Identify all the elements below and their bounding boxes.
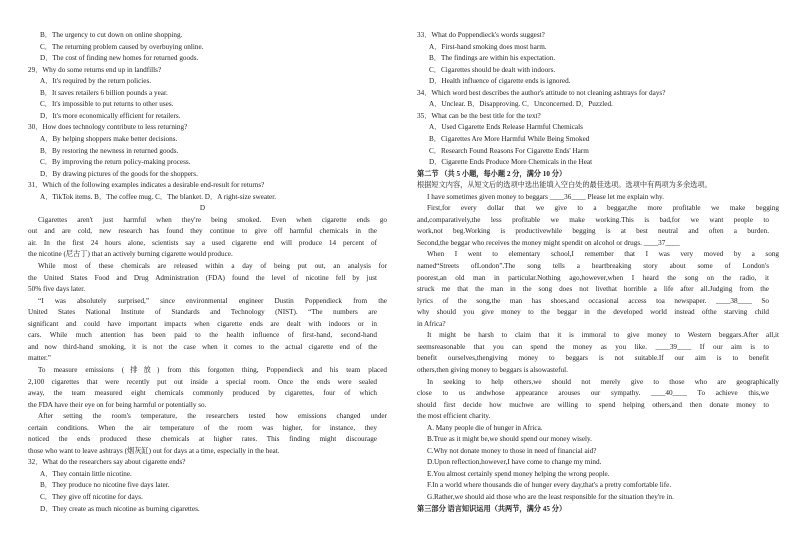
right-column-line: others,then giving money to beggars is alsowasteful. bbox=[417, 365, 568, 374]
left-column-line: D．They create as much nicotine as burning cigarettes. bbox=[40, 504, 200, 513]
left-column-line: and now third-hand smoking, it is not the case when it comes to the actual cigarette end of the bbox=[28, 342, 377, 351]
left-column-line: C．By improving the return policy-making process. bbox=[40, 158, 191, 167]
right-column-line: struck me that the man in the song does not livethat horrible a life after all.Judging from the bbox=[417, 285, 769, 294]
right-column-line: A．First-hand smoking does most harm. bbox=[429, 42, 547, 51]
right-column-line: A. Many people die of hunger in Africa. bbox=[427, 423, 543, 432]
left-column-line: certain conditions. When the air temperature of the room was higher, for instance, they bbox=[28, 423, 377, 432]
right-column-line: I have sometimes given money to beggars ____36____ Please let me explain why. bbox=[427, 192, 664, 201]
left-column-line: B．By restoring the newness in returned goods. bbox=[40, 146, 179, 155]
right-column-line: 35．What can be the best title for the text? bbox=[417, 111, 541, 120]
right-column-line: 第二节 （共 5 小题，每小题 2 分，满分 10 分） bbox=[417, 169, 567, 178]
right-column-line: and,comparatively,the less profitable we make working.This is bad,for we want people to bbox=[417, 215, 769, 224]
left-column-line: A．It's required by the return policies. bbox=[40, 77, 152, 86]
left-column-line: 29．Why do some returns end up in landfills? bbox=[28, 65, 162, 74]
left-column-line: C．They give off nicotine for days. bbox=[40, 493, 143, 501]
left-column-line: After setting the room's temperature, the researchers tested how emissions changed under bbox=[38, 412, 387, 421]
left-column-line: Cigarettes aren't just harmful when they're being smoked. Even when cigarette ends go bbox=[38, 215, 387, 224]
left-column-line: air. In the first 24 hours alone, scientists say a used cigarette end will produce 14 percent of bbox=[28, 238, 377, 247]
left-column-line: D．By drawing pictures of the goods for the shoppers. bbox=[40, 169, 198, 178]
left-column-line: noticed the ends produced these chemicals at higher rates. This finding might discourage bbox=[28, 435, 377, 444]
left-column-line: matter.” bbox=[28, 354, 51, 363]
right-column-line: A．Used Cigarette Ends Release Harmful Chemicals bbox=[429, 123, 583, 132]
left-column-line: 31．Which of the following examples indicates a desirable end-result for returns? bbox=[28, 181, 265, 190]
left-column-line: the nicotine (尼古丁) that an actively burning cigarette would produce. bbox=[28, 250, 233, 259]
left-column-line: A．By helping shoppers make better decisions. bbox=[40, 134, 178, 143]
right-column-line: E.You almost certainly spend money helping the wrong people. bbox=[427, 469, 610, 478]
right-column-line: C．Cigarettes should be dealt with indoors. bbox=[429, 65, 556, 74]
left-column-line: D bbox=[199, 204, 206, 213]
right-column-line: Second,the beggar who receives the money might spendit on alcohol or drugs. ____37____ bbox=[417, 238, 680, 247]
right-column-line: B．Cigarettes Are More Harmful While Being Smoked bbox=[429, 134, 590, 143]
right-column-line: G.Rather,we should aid those who are the least responsible for the situation they're in. bbox=[427, 493, 674, 501]
left-column-line: B．The urgency to cut down on online shopping. bbox=[40, 31, 183, 39]
right-column-line: In seeking to help others,we should not merely give to those who are geographically bbox=[427, 377, 779, 386]
left-column-line: While most of these chemicals are released within a day of being put out, an analysis for bbox=[38, 262, 387, 270]
left-column-line: To measure emissions (排放) from this forgotten thing, Poppendieck and his team placed bbox=[38, 365, 387, 374]
left-column-line: C．It's impossible to put returns to other uses. bbox=[40, 100, 174, 109]
right-column-line: 33．What do Poppendieck's words suggest? bbox=[417, 31, 545, 39]
left-column-line: the United States Food and Drug Administration (FDA) found the level of nicotine fell by just bbox=[28, 273, 377, 282]
left-column-line: significant and could have important impacts when cigarette ends are dealt with indoors or in bbox=[28, 319, 377, 328]
left-column-line: United States National Institute of Standards and Technology (NIST). “The numbers are bbox=[28, 308, 377, 317]
left-column-line: A．TikTok items. B．The coffee mug. C．The blanket. D．A right-size sweater. bbox=[40, 192, 277, 201]
right-column-line: F.In a world where thousands die of hunger every day,that's a pretty comfortable life. bbox=[427, 481, 672, 490]
right-column-line: close to us andwhose appearance arouses our sympathy. ____40____ To achieve this,we bbox=[417, 389, 769, 398]
left-column-line: out and are cold, new research has found they continue to give off harmful chemicals in the bbox=[28, 227, 377, 236]
right-column-line: 第三部分 语言知识运用（共两节，满分 45 分） bbox=[417, 504, 567, 513]
right-column-line: why should you give money to the beggar in the developed world instead ofthe starving child bbox=[417, 308, 769, 317]
right-column-line: D.Upon reflection,however,I have come to change my mind. bbox=[427, 458, 602, 467]
left-column-line: cars. While much attention has been paid to the health influence of first-hand, second-hand bbox=[28, 331, 377, 340]
left-column-line: D．It's more economically efficient for retailers. bbox=[40, 111, 181, 120]
left-column-line: B．They produce no nicotine five days later. bbox=[40, 481, 170, 490]
left-column-line: 50% five days later. bbox=[28, 285, 86, 294]
left-column-line: C．The returning problem caused by overbuying online. bbox=[40, 42, 204, 51]
right-column-line: lyrics of the song,the man has shoes,and occasional access toa newspaper. ____38____ So bbox=[417, 296, 769, 305]
left-column-line: D．The cost of finding new homes for returned goods. bbox=[40, 54, 199, 63]
right-column-line: C．Research Found Reasons For Cigarette Ends' Harm bbox=[429, 146, 589, 155]
right-column-line: A．Unclear. B．Disapproving. C．Unconcerned. D．Puzzled. bbox=[429, 100, 613, 109]
left-column-line: 30．How does technology contribute to less returning? bbox=[28, 123, 188, 132]
right-column-line: benefit ourselves,thengiving money to beggars is not suitable.If our aim is to benefit bbox=[417, 354, 769, 363]
right-column-line: C.Why not donate money to those in need of financial aid? bbox=[427, 446, 597, 455]
right-column-line: B.True as it might be,we should spend our money wisely. bbox=[427, 435, 592, 444]
left-column-line: B．It saves retailers 6 billion pounds a year. bbox=[40, 88, 168, 97]
left-column-line: the FDA have their eye on for being harmful or potentially so. bbox=[28, 400, 207, 409]
right-column-line: B．The findings are within his expectation. bbox=[429, 54, 556, 63]
right-column-line: 34．Which word best describes the author's attitude to not cleaning ashtrays for days? bbox=[417, 88, 666, 97]
right-column-line: work,not beg.Working is productivewhile begging is at best neutral and often a burden. bbox=[417, 227, 769, 236]
right-column-line: seemsreasonable that you can spend the money as you like. ____39____ If our aim is to bbox=[417, 342, 769, 351]
right-column-line: named“Streets ofLondon”.The song tells a heartbreaking story about some of London's bbox=[417, 262, 769, 270]
left-column-line: those who want to leave ashtrays (烟灰缸) out for days at a time, especially in the heat. bbox=[28, 446, 280, 455]
right-column-line: It might be harsh to claim that it is immoral to give money to Western beggars.After all,it bbox=[427, 331, 779, 340]
right-column-line: should first decide how muchwe are willing to spend helping others,and then donate money to bbox=[417, 400, 769, 409]
right-column-line: D．Cigarette Ends Produce More Chemicals in the Heat bbox=[429, 158, 593, 167]
right-column-line: D．Health influence of cigarette ends is ignored. bbox=[429, 77, 571, 86]
right-column-line: poorest,an old man in particular.Nothing ago,however,when I heard the song on the radio, it bbox=[417, 273, 769, 282]
right-column-line: in Africa? bbox=[417, 319, 446, 328]
left-column-line: away, the team measured eight chemicals commonly produced by cigarettes, four of which bbox=[28, 389, 377, 398]
right-column-line: First,for every dollar that we give to a beggar,the more profitable we make begging bbox=[427, 204, 779, 213]
right-column-line: 根据短文内容，从短文后的选项中选出能填入空白处的最佳选项。选项中有两项为多余选项。 bbox=[417, 181, 712, 190]
right-column-line: the most efficient charity. bbox=[417, 412, 491, 421]
left-column-line: “I was absolutely surprised,” since environmental engineer Dustin Poppendieck from the bbox=[38, 296, 387, 305]
right-column-line: When I went to elementary school,I remember that I was very moved by a song bbox=[427, 250, 779, 259]
left-column-line: A．They contain little nicotine. bbox=[40, 469, 132, 478]
left-column-line: 2,100 cigarettes that were recently put out inside a special room. Once the ends were sealed bbox=[28, 377, 377, 386]
left-column-line: 32．What do the researchers say about cigarette ends? bbox=[28, 458, 186, 467]
